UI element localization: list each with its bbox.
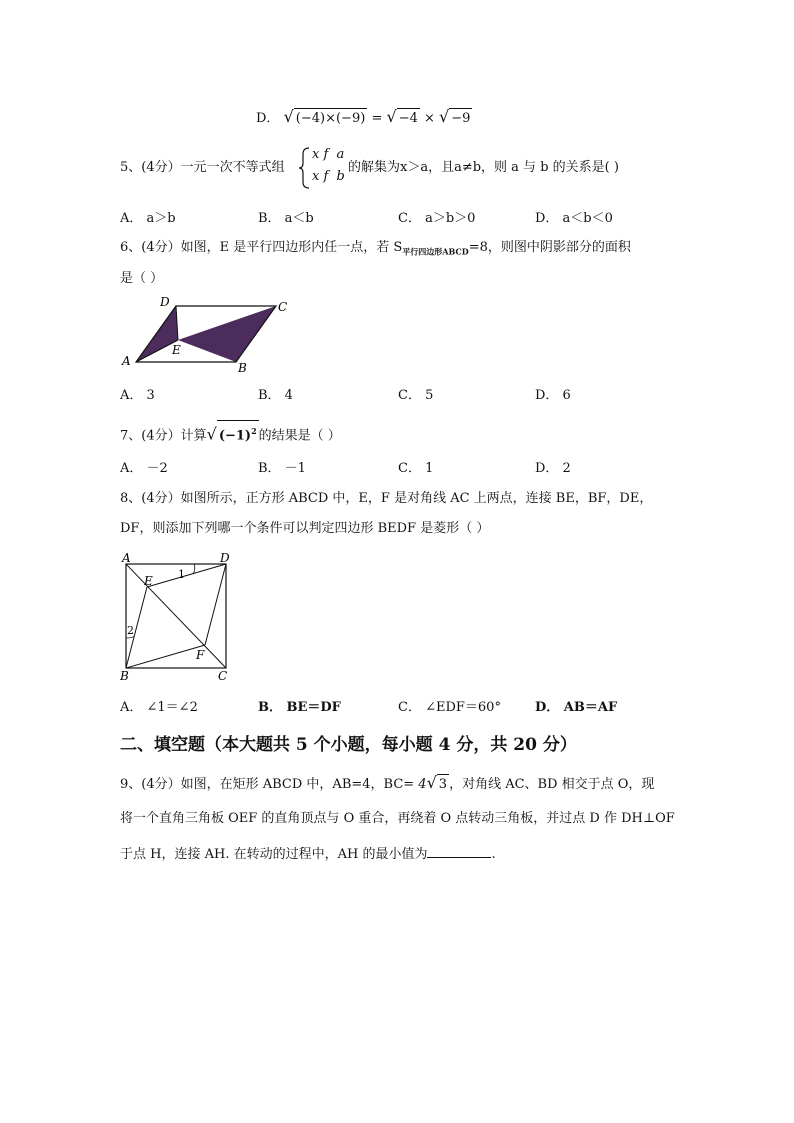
q5-option-b: B． a＜b — [258, 211, 314, 226]
q5-option-d: D． a＜b＜0 — [535, 211, 613, 226]
q8-option-a: A． ∠1＝∠2 — [120, 700, 198, 715]
q5-option-a: A． a＞b — [120, 211, 176, 226]
q6-option-b: B． 4 — [258, 388, 293, 403]
parallelogram-figure — [118, 294, 298, 374]
q7-option-c: C． 1 — [398, 461, 434, 476]
q6-stem-end: =8，则图中阴影部分的面积 — [468, 240, 631, 255]
shaded-triangle-ecb — [178, 306, 276, 362]
radicand: −9 — [449, 108, 472, 129]
radicand — [217, 420, 259, 446]
answer-blank[interactable] — [427, 843, 491, 858]
radical-sign: √ — [206, 424, 217, 444]
inequality-system — [298, 146, 348, 190]
q5-stem-start: 5、(4分）一元一次不等式组 — [120, 160, 285, 175]
q8-option-b: B． BE＝DF — [258, 700, 341, 715]
q8-option-d: D． AB＝AF — [535, 700, 618, 715]
angle-1-arc — [193, 564, 195, 574]
system-line-1: x f a — [312, 147, 345, 162]
q7-stem-end: 的结果是（ ） — [258, 428, 341, 444]
diagonal-ac — [126, 564, 226, 668]
question-5-stem — [120, 158, 285, 178]
equals-sign: = — [371, 111, 383, 126]
question-8-line-2: DF，则添加下列哪一个条件可以判定四边形 BEDF 是菱形（ ） — [120, 521, 490, 536]
vertex-label-d: D — [220, 551, 230, 565]
q7-option-b: B． －1 — [258, 461, 306, 476]
radicand: 3 — [437, 774, 449, 795]
q4-option-d — [256, 107, 472, 129]
question-9-line-1 — [120, 773, 654, 795]
q9-line1-start: 9、(4分）如图，在矩形 ABCD 中，AB=4，BC — [120, 777, 404, 792]
q6-stem-start: 6、(4分）如图，E 是平行四边形内任一点，若 S — [120, 240, 403, 255]
q8-option-c: C． ∠EDF＝60° — [398, 700, 501, 715]
option-label: D． — [256, 111, 280, 126]
question-7-stem — [120, 420, 341, 446]
radical-sign: √ — [426, 773, 437, 792]
section-2-heading: 二、填空题（本大题共 5 个小题，每小题 4 分，共 20 分） — [120, 735, 577, 755]
vertex-label-a: A — [122, 354, 131, 368]
radicand: (−4)×(−9) — [294, 108, 368, 129]
vertex-label-b: B — [238, 361, 247, 374]
point-label-e: E — [172, 343, 181, 357]
q5-stem-end-text: 的解集为x＞a，且a≠b，则 a 与 b 的关系是( ) — [348, 160, 619, 175]
vertex-label-b: B — [120, 669, 129, 683]
radicand-base: (−1) — [218, 428, 252, 444]
q9-line1-end: ，对角线 AC、BD 相交于点 O，现 — [449, 777, 655, 792]
q6-option-c: C． 5 — [398, 388, 434, 403]
system-line-2: x f b — [312, 169, 345, 184]
q5-option-c: C． a＞b＞0 — [398, 211, 476, 226]
point-label-e: E — [144, 574, 153, 588]
radicand: −4 — [397, 108, 420, 129]
q7-option-d: D． 2 — [535, 461, 571, 476]
segment-bf — [126, 645, 205, 668]
vertex-label-c: C — [218, 669, 228, 683]
q9-line3-start: 于点 H，连接 AH. 在转动的过程中，AH 的最小值为 — [120, 847, 428, 862]
left-brace-icon — [298, 146, 312, 190]
q7-stem-start: 7、(4分）计算 — [120, 428, 207, 444]
segment-de — [147, 564, 226, 587]
exponent: 2 — [251, 426, 257, 436]
question-8-line-1: 8、(4分）如图所示，正方形 ABCD 中，E，F 是对角线 AC 上两点，连接 BE，BF，DE， — [120, 491, 653, 506]
radical-sign: √ — [283, 107, 294, 126]
segment-df — [205, 564, 226, 645]
vertex-label-c: C — [278, 300, 288, 314]
q6-area-subscript: 平行四边形ABCD — [402, 246, 469, 257]
question-6-stem-line2: 是（ ） — [120, 271, 164, 286]
point-label-f: F — [196, 648, 205, 662]
question-9-line-2: 将一个直角三角板 OEF 的直角顶点与 O 重合，再绕着 O 点转动三角板，并过点 D 作 DH⊥OF — [120, 811, 675, 826]
question-5-stem-end — [348, 158, 619, 178]
q6-option-d: D． 6 — [535, 388, 571, 403]
angle-label-1: 1 — [178, 568, 185, 581]
q6-option-a: A． 3 — [120, 388, 155, 403]
vertex-label-d: D — [160, 295, 170, 309]
q9-equals: = 4 — [403, 777, 427, 792]
vertex-label-a: A — [122, 551, 131, 565]
times-sign: × — [424, 111, 435, 126]
q9-line3-end: . — [491, 847, 496, 862]
radical-sign: √ — [439, 107, 450, 126]
square-figure — [116, 550, 240, 684]
q7-option-a: A． －2 — [120, 461, 168, 476]
question-9-line-3 — [120, 843, 496, 865]
question-6-stem — [120, 238, 631, 262]
radical-sign: √ — [386, 107, 397, 126]
angle-label-2: 2 — [127, 624, 134, 637]
